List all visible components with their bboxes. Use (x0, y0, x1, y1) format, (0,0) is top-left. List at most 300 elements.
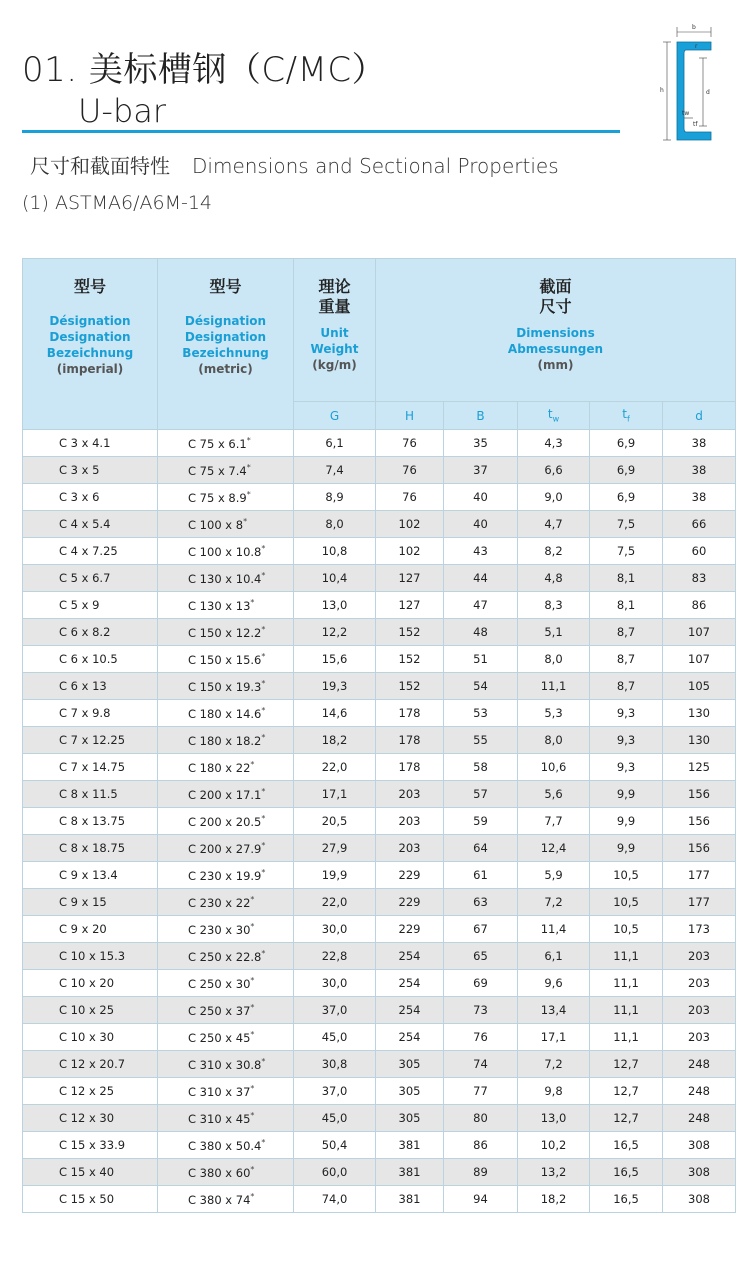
cell-designation-metric (158, 754, 294, 781)
cell-dim-tw: 8,0 (518, 646, 590, 673)
cell-dim-d: 248 (663, 1078, 736, 1105)
col-header-dimensions (376, 259, 736, 402)
cell-weight-g: 22,0 (294, 754, 376, 781)
cell-dim-tf: 10,5 (590, 889, 663, 916)
cell-dim-d: 308 (663, 1186, 736, 1213)
cell-designation-metric (158, 916, 294, 943)
metric-mark: * (261, 948, 266, 958)
table-row (23, 1078, 736, 1105)
col-header-weight-cn-2: 重量 (318, 297, 351, 316)
cell-dim-b: 54 (444, 673, 518, 700)
cell-designation-imperial: C 3 x 5 (23, 457, 158, 484)
page-subtitle-en: U-bar (78, 92, 167, 130)
table-row (23, 700, 736, 727)
cell-dim-d: 86 (663, 592, 736, 619)
cell-designation-metric (158, 997, 294, 1024)
cell-dim-d: 173 (663, 916, 736, 943)
cell-weight-g: 27,9 (294, 835, 376, 862)
col-header-dimensions-en-2: Abmessungen (507, 342, 604, 356)
cell-dim-b: 59 (444, 808, 518, 835)
cell-weight-g: 74,0 (294, 1186, 376, 1213)
cell-dim-tw: 13,2 (518, 1159, 590, 1186)
metric-mark: * (250, 894, 255, 904)
table-row (23, 943, 736, 970)
cell-dim-tf: 6,9 (590, 457, 663, 484)
col-header-metric (158, 259, 294, 430)
cell-dim-tf: 7,5 (590, 511, 663, 538)
cell-dim-b: 73 (444, 997, 518, 1024)
page-title: 01. 美标槽钢（C/MC） (22, 50, 387, 90)
subheader-tw-sub: w (552, 414, 560, 424)
cell-value: C 180 x 18.2 (188, 733, 262, 748)
cell-dim-h: 381 (376, 1186, 444, 1213)
cell-dim-d: 156 (663, 835, 736, 862)
table-row (23, 1051, 736, 1078)
cell-designation-imperial: C 12 x 20.7 (23, 1051, 158, 1078)
cell-designation-metric (158, 970, 294, 997)
u-channel-cross-section-diagram (655, 18, 735, 158)
table-row (23, 673, 736, 700)
cell-dim-d: 107 (663, 619, 736, 646)
cell-designation-imperial: C 15 x 33.9 (23, 1132, 158, 1159)
cell-value: C 200 x 17.1 (188, 787, 262, 802)
cell-dim-tw: 7,2 (518, 889, 590, 916)
cell-dim-d: 130 (663, 727, 736, 754)
cell-designation-imperial: C 4 x 7.25 (23, 538, 158, 565)
table-row (23, 646, 736, 673)
cell-dim-h: 203 (376, 808, 444, 835)
cell-dim-tf: 9,9 (590, 835, 663, 862)
cell-dim-d: 105 (663, 673, 736, 700)
cell-designation-imperial: C 5 x 6.7 (23, 565, 158, 592)
table-row (23, 727, 736, 754)
col-header-weight-cn (294, 277, 375, 317)
cell-dim-tf: 8,7 (590, 646, 663, 673)
cell-dim-h: 305 (376, 1051, 444, 1078)
cell-dim-d: 177 (663, 862, 736, 889)
col-header-dimensions-cn (376, 277, 735, 317)
metric-mark: * (246, 489, 251, 499)
cell-dim-tw: 6,6 (518, 457, 590, 484)
cell-designation-imperial: C 6 x 10.5 (23, 646, 158, 673)
cell-designation-metric (158, 457, 294, 484)
cell-designation-metric (158, 862, 294, 889)
table-row (23, 862, 736, 889)
cell-designation-imperial: C 3 x 4.1 (23, 430, 158, 457)
cell-dim-tw: 13,0 (518, 1105, 590, 1132)
metric-mark: * (261, 1137, 266, 1147)
col-header-imperial-cn: 型号 (73, 277, 106, 296)
cell-weight-g: 19,9 (294, 862, 376, 889)
cell-dim-d: 38 (663, 457, 736, 484)
cell-dim-b: 51 (444, 646, 518, 673)
cell-designation-metric (158, 1024, 294, 1051)
cell-dim-b: 55 (444, 727, 518, 754)
cell-designation-imperial: C 6 x 13 (23, 673, 158, 700)
cell-dim-tw: 5,9 (518, 862, 590, 889)
cell-weight-g: 15,6 (294, 646, 376, 673)
title-divider (22, 130, 620, 133)
diagram-label-tw: tw (682, 110, 690, 117)
cell-dim-b: 35 (444, 430, 518, 457)
cell-dim-tf: 10,5 (590, 862, 663, 889)
cell-value: C 200 x 27.9 (188, 841, 262, 856)
diagram-label-b: b (692, 24, 696, 31)
col-header-metric-en (158, 313, 293, 377)
cell-dim-d: 177 (663, 889, 736, 916)
metric-mark: * (246, 435, 251, 445)
cell-value: C 380 x 50.4 (188, 1138, 262, 1153)
cell-dim-h: 127 (376, 565, 444, 592)
cell-designation-metric (158, 646, 294, 673)
cell-value: C 180 x 14.6 (188, 706, 262, 721)
cell-dim-tf: 9,3 (590, 700, 663, 727)
cell-value: C 100 x 10.8 (188, 544, 262, 559)
cell-dim-tw: 5,3 (518, 700, 590, 727)
cell-weight-g: 30,0 (294, 916, 376, 943)
col-header-dimensions-cn-2: 尺寸 (539, 297, 572, 316)
cell-dim-tw: 8,2 (518, 538, 590, 565)
cell-value: C 250 x 22.8 (188, 949, 262, 964)
cell-value: C 230 x 30 (188, 922, 251, 937)
cell-dim-tw: 11,4 (518, 916, 590, 943)
table-row (23, 511, 736, 538)
cell-dim-b: 64 (444, 835, 518, 862)
col-header-weight-cn-1: 理论 (318, 277, 351, 296)
cell-dim-h: 152 (376, 646, 444, 673)
cell-value: C 150 x 19.3 (188, 679, 262, 694)
metric-mark: * (261, 624, 266, 634)
cell-designation-metric (158, 673, 294, 700)
cell-dim-b: 53 (444, 700, 518, 727)
cell-designation-metric (158, 1051, 294, 1078)
col-header-metric-en-2: Designation (184, 330, 267, 344)
cell-weight-g: 50,4 (294, 1132, 376, 1159)
table-row (23, 430, 736, 457)
metric-mark: * (250, 1164, 255, 1174)
table-row (23, 484, 736, 511)
cell-dim-b: 48 (444, 619, 518, 646)
cell-weight-g: 17,1 (294, 781, 376, 808)
cell-dim-tf: 6,9 (590, 484, 663, 511)
cell-dim-b: 44 (444, 565, 518, 592)
cell-designation-imperial: C 10 x 20 (23, 970, 158, 997)
cell-dim-b: 76 (444, 1024, 518, 1051)
cell-dim-b: 37 (444, 457, 518, 484)
col-header-imperial-en-4: (imperial) (56, 362, 124, 376)
cell-dim-h: 381 (376, 1132, 444, 1159)
cell-weight-g: 10,8 (294, 538, 376, 565)
cell-designation-metric (158, 484, 294, 511)
cell-dim-d: 203 (663, 970, 736, 997)
cell-dim-d: 66 (663, 511, 736, 538)
cell-weight-g: 37,0 (294, 1078, 376, 1105)
cell-dim-h: 229 (376, 862, 444, 889)
cell-weight-g: 13,0 (294, 592, 376, 619)
cell-dim-b: 65 (444, 943, 518, 970)
cell-designation-imperial: C 7 x 9.8 (23, 700, 158, 727)
metric-mark: * (261, 705, 266, 715)
standard-label: (1) ASTMA6/A6M-14 (22, 192, 213, 214)
cell-dim-d: 203 (663, 1024, 736, 1051)
cell-dim-tf: 9,9 (590, 781, 663, 808)
cell-dim-tw: 10,2 (518, 1132, 590, 1159)
table-row (23, 592, 736, 619)
cell-value: C 75 x 8.9 (188, 490, 247, 505)
cell-dim-tw: 8,3 (518, 592, 590, 619)
cell-designation-imperial: C 6 x 8.2 (23, 619, 158, 646)
cell-value: C 100 x 8 (188, 517, 244, 532)
cell-dim-tw: 9,6 (518, 970, 590, 997)
col-header-weight (294, 259, 376, 402)
cell-weight-g: 12,2 (294, 619, 376, 646)
cell-dim-tw: 10,6 (518, 754, 590, 781)
col-header-imperial-en-2: Designation (49, 330, 131, 344)
cell-weight-g: 45,0 (294, 1105, 376, 1132)
cell-designation-metric (158, 943, 294, 970)
cell-dim-d: 308 (663, 1132, 736, 1159)
cell-weight-g: 6,1 (294, 430, 376, 457)
cell-value: C 180 x 22 (188, 760, 251, 775)
section-heading (30, 150, 559, 179)
metric-mark: * (250, 1002, 255, 1012)
cell-dim-tf: 8,7 (590, 673, 663, 700)
cell-dim-d: 38 (663, 484, 736, 511)
cell-designation-imperial: C 9 x 20 (23, 916, 158, 943)
cell-value: C 250 x 45 (188, 1030, 251, 1045)
cell-dim-tf: 11,1 (590, 943, 663, 970)
table-row (23, 565, 736, 592)
table-row (23, 1105, 736, 1132)
cell-designation-imperial: C 8 x 13.75 (23, 808, 158, 835)
cell-dim-d: 248 (663, 1051, 736, 1078)
cell-dim-b: 77 (444, 1078, 518, 1105)
table-row (23, 916, 736, 943)
cell-dim-b: 89 (444, 1159, 518, 1186)
cell-dim-h: 305 (376, 1078, 444, 1105)
cell-dim-h: 203 (376, 781, 444, 808)
cell-dim-tw: 9,0 (518, 484, 590, 511)
cell-dim-h: 305 (376, 1105, 444, 1132)
col-header-imperial-en-1: Désignation (49, 314, 131, 328)
cell-dim-h: 254 (376, 997, 444, 1024)
section-heading-en: Dimensions and Sectional Properties (192, 154, 559, 178)
metric-mark: * (261, 867, 266, 877)
cell-designation-metric (158, 565, 294, 592)
cell-dim-d: 203 (663, 997, 736, 1024)
cell-weight-g: 14,6 (294, 700, 376, 727)
cell-value: C 150 x 15.6 (188, 652, 262, 667)
table-row (23, 835, 736, 862)
col-header-weight-en (294, 325, 375, 373)
subheader-tw (518, 402, 590, 430)
cell-dim-b: 86 (444, 1132, 518, 1159)
metric-mark: * (261, 1056, 266, 1066)
col-header-metric-en-4: (metric) (198, 362, 253, 376)
cell-designation-metric (158, 619, 294, 646)
cell-dim-tf: 11,1 (590, 970, 663, 997)
cell-dim-h: 127 (376, 592, 444, 619)
cell-designation-metric (158, 511, 294, 538)
cell-dim-tf: 12,7 (590, 1078, 663, 1105)
table-row (23, 997, 736, 1024)
diagram-label-d: d (706, 89, 710, 96)
cell-dim-d: 83 (663, 565, 736, 592)
cell-dim-b: 69 (444, 970, 518, 997)
metric-mark: * (261, 543, 266, 553)
cell-dim-h: 203 (376, 835, 444, 862)
cell-dim-tw: 18,2 (518, 1186, 590, 1213)
cell-designation-metric (158, 430, 294, 457)
metric-mark: * (250, 1083, 255, 1093)
cell-weight-g: 60,0 (294, 1159, 376, 1186)
metric-mark: * (243, 516, 248, 526)
cell-dim-h: 178 (376, 727, 444, 754)
cell-dim-tw: 5,6 (518, 781, 590, 808)
subheader-tf (590, 402, 663, 430)
cell-dim-h: 229 (376, 889, 444, 916)
cell-dim-tf: 16,5 (590, 1159, 663, 1186)
cell-designation-imperial: C 10 x 15.3 (23, 943, 158, 970)
cell-dim-b: 57 (444, 781, 518, 808)
col-header-imperial-en-3: Bezeichnung (46, 346, 134, 360)
cell-designation-metric (158, 727, 294, 754)
cell-designation-imperial: C 8 x 11.5 (23, 781, 158, 808)
cell-designation-imperial: C 3 x 6 (23, 484, 158, 511)
col-header-dimensions-en (376, 325, 735, 373)
cell-dim-h: 102 (376, 538, 444, 565)
metric-mark: * (250, 1029, 255, 1039)
subheader-tw-base: t (547, 407, 553, 422)
cell-designation-imperial: C 7 x 14.75 (23, 754, 158, 781)
col-header-metric-en-1: Désignation (184, 314, 267, 328)
cell-weight-g: 37,0 (294, 997, 376, 1024)
cell-value: C 75 x 6.1 (188, 436, 247, 451)
col-header-imperial (23, 259, 158, 430)
cell-dim-tf: 8,1 (590, 565, 663, 592)
dimensions-table (22, 258, 736, 1213)
cell-value: C 75 x 7.4 (188, 463, 247, 478)
cell-dim-h: 229 (376, 916, 444, 943)
cell-value: C 310 x 30.8 (188, 1057, 262, 1072)
metric-mark: * (261, 786, 266, 796)
cell-dim-tw: 7,7 (518, 808, 590, 835)
cell-dim-b: 40 (444, 511, 518, 538)
cell-value: C 130 x 13 (188, 598, 251, 613)
cell-designation-metric (158, 1132, 294, 1159)
cell-designation-imperial: C 10 x 25 (23, 997, 158, 1024)
cell-dim-b: 40 (444, 484, 518, 511)
metric-mark: * (250, 921, 255, 931)
col-header-metric-en-3: Bezeichnung (182, 346, 269, 360)
cell-dim-d: 203 (663, 943, 736, 970)
subheader-h: H (376, 402, 444, 430)
cell-dim-d: 156 (663, 808, 736, 835)
col-header-dimensions-en-1: Dimensions (516, 326, 595, 340)
cell-dim-tf: 12,7 (590, 1051, 663, 1078)
cell-value: C 200 x 20.5 (188, 814, 262, 829)
cell-dim-d: 130 (663, 700, 736, 727)
metric-mark: * (250, 975, 255, 985)
cell-value: C 250 x 30 (188, 976, 251, 991)
cell-designation-imperial: C 9 x 13.4 (23, 862, 158, 889)
cell-dim-d: 156 (663, 781, 736, 808)
cell-dim-b: 47 (444, 592, 518, 619)
cell-value: C 380 x 74 (188, 1192, 251, 1207)
diagram-label-r: r (695, 43, 698, 50)
cell-designation-imperial: C 5 x 9 (23, 592, 158, 619)
cell-dim-tw: 17,1 (518, 1024, 590, 1051)
subheader-tf-base: t (622, 407, 627, 422)
cell-value: C 230 x 19.9 (188, 868, 262, 883)
cell-dim-tf: 7,5 (590, 538, 663, 565)
table-row (23, 538, 736, 565)
metric-mark: * (261, 732, 266, 742)
cell-dim-d: 60 (663, 538, 736, 565)
col-header-weight-en-2: Weight (310, 342, 359, 356)
cell-designation-metric (158, 538, 294, 565)
cell-designation-metric (158, 592, 294, 619)
cell-dim-tw: 9,8 (518, 1078, 590, 1105)
subheader-d: d (663, 402, 736, 430)
cell-dim-h: 102 (376, 511, 444, 538)
cell-dim-tf: 11,1 (590, 1024, 663, 1051)
cell-dim-tw: 6,1 (518, 943, 590, 970)
cell-dim-b: 61 (444, 862, 518, 889)
cell-dim-h: 254 (376, 970, 444, 997)
cell-dim-h: 152 (376, 619, 444, 646)
metric-mark: * (261, 570, 266, 580)
cell-weight-g: 45,0 (294, 1024, 376, 1051)
cell-dim-tw: 8,0 (518, 727, 590, 754)
cell-designation-imperial: C 15 x 40 (23, 1159, 158, 1186)
cell-dim-tf: 12,7 (590, 1105, 663, 1132)
col-header-weight-en-3: (kg/m) (312, 358, 357, 372)
cell-weight-g: 20,5 (294, 808, 376, 835)
table-row (23, 619, 736, 646)
cell-dim-tf: 8,7 (590, 619, 663, 646)
cell-designation-metric (158, 700, 294, 727)
table-row (23, 889, 736, 916)
col-header-dimensions-cn-1: 截面 (539, 277, 572, 296)
cell-weight-g: 30,0 (294, 970, 376, 997)
cell-designation-metric (158, 1078, 294, 1105)
metric-mark: * (250, 1110, 255, 1120)
cell-dim-tf: 9,9 (590, 808, 663, 835)
cell-dim-tw: 4,7 (518, 511, 590, 538)
cell-designation-imperial: C 10 x 30 (23, 1024, 158, 1051)
table-row (23, 970, 736, 997)
cell-dim-d: 308 (663, 1159, 736, 1186)
table-row (23, 1159, 736, 1186)
cell-weight-g: 8,9 (294, 484, 376, 511)
cell-dim-tw: 13,4 (518, 997, 590, 1024)
cell-weight-g: 19,3 (294, 673, 376, 700)
table-row (23, 808, 736, 835)
cell-value: C 150 x 12.2 (188, 625, 262, 640)
diagram-label-tf: tf (693, 121, 698, 128)
cell-dim-tw: 11,1 (518, 673, 590, 700)
cell-value: C 380 x 60 (188, 1165, 251, 1180)
cell-dim-h: 381 (376, 1159, 444, 1186)
metric-mark: * (261, 813, 266, 823)
cell-dim-h: 76 (376, 430, 444, 457)
cell-designation-imperial: C 9 x 15 (23, 889, 158, 916)
cell-dim-tw: 12,4 (518, 835, 590, 862)
cell-designation-imperial: C 15 x 50 (23, 1186, 158, 1213)
cell-weight-g: 18,2 (294, 727, 376, 754)
cell-value: C 310 x 45 (188, 1111, 251, 1126)
